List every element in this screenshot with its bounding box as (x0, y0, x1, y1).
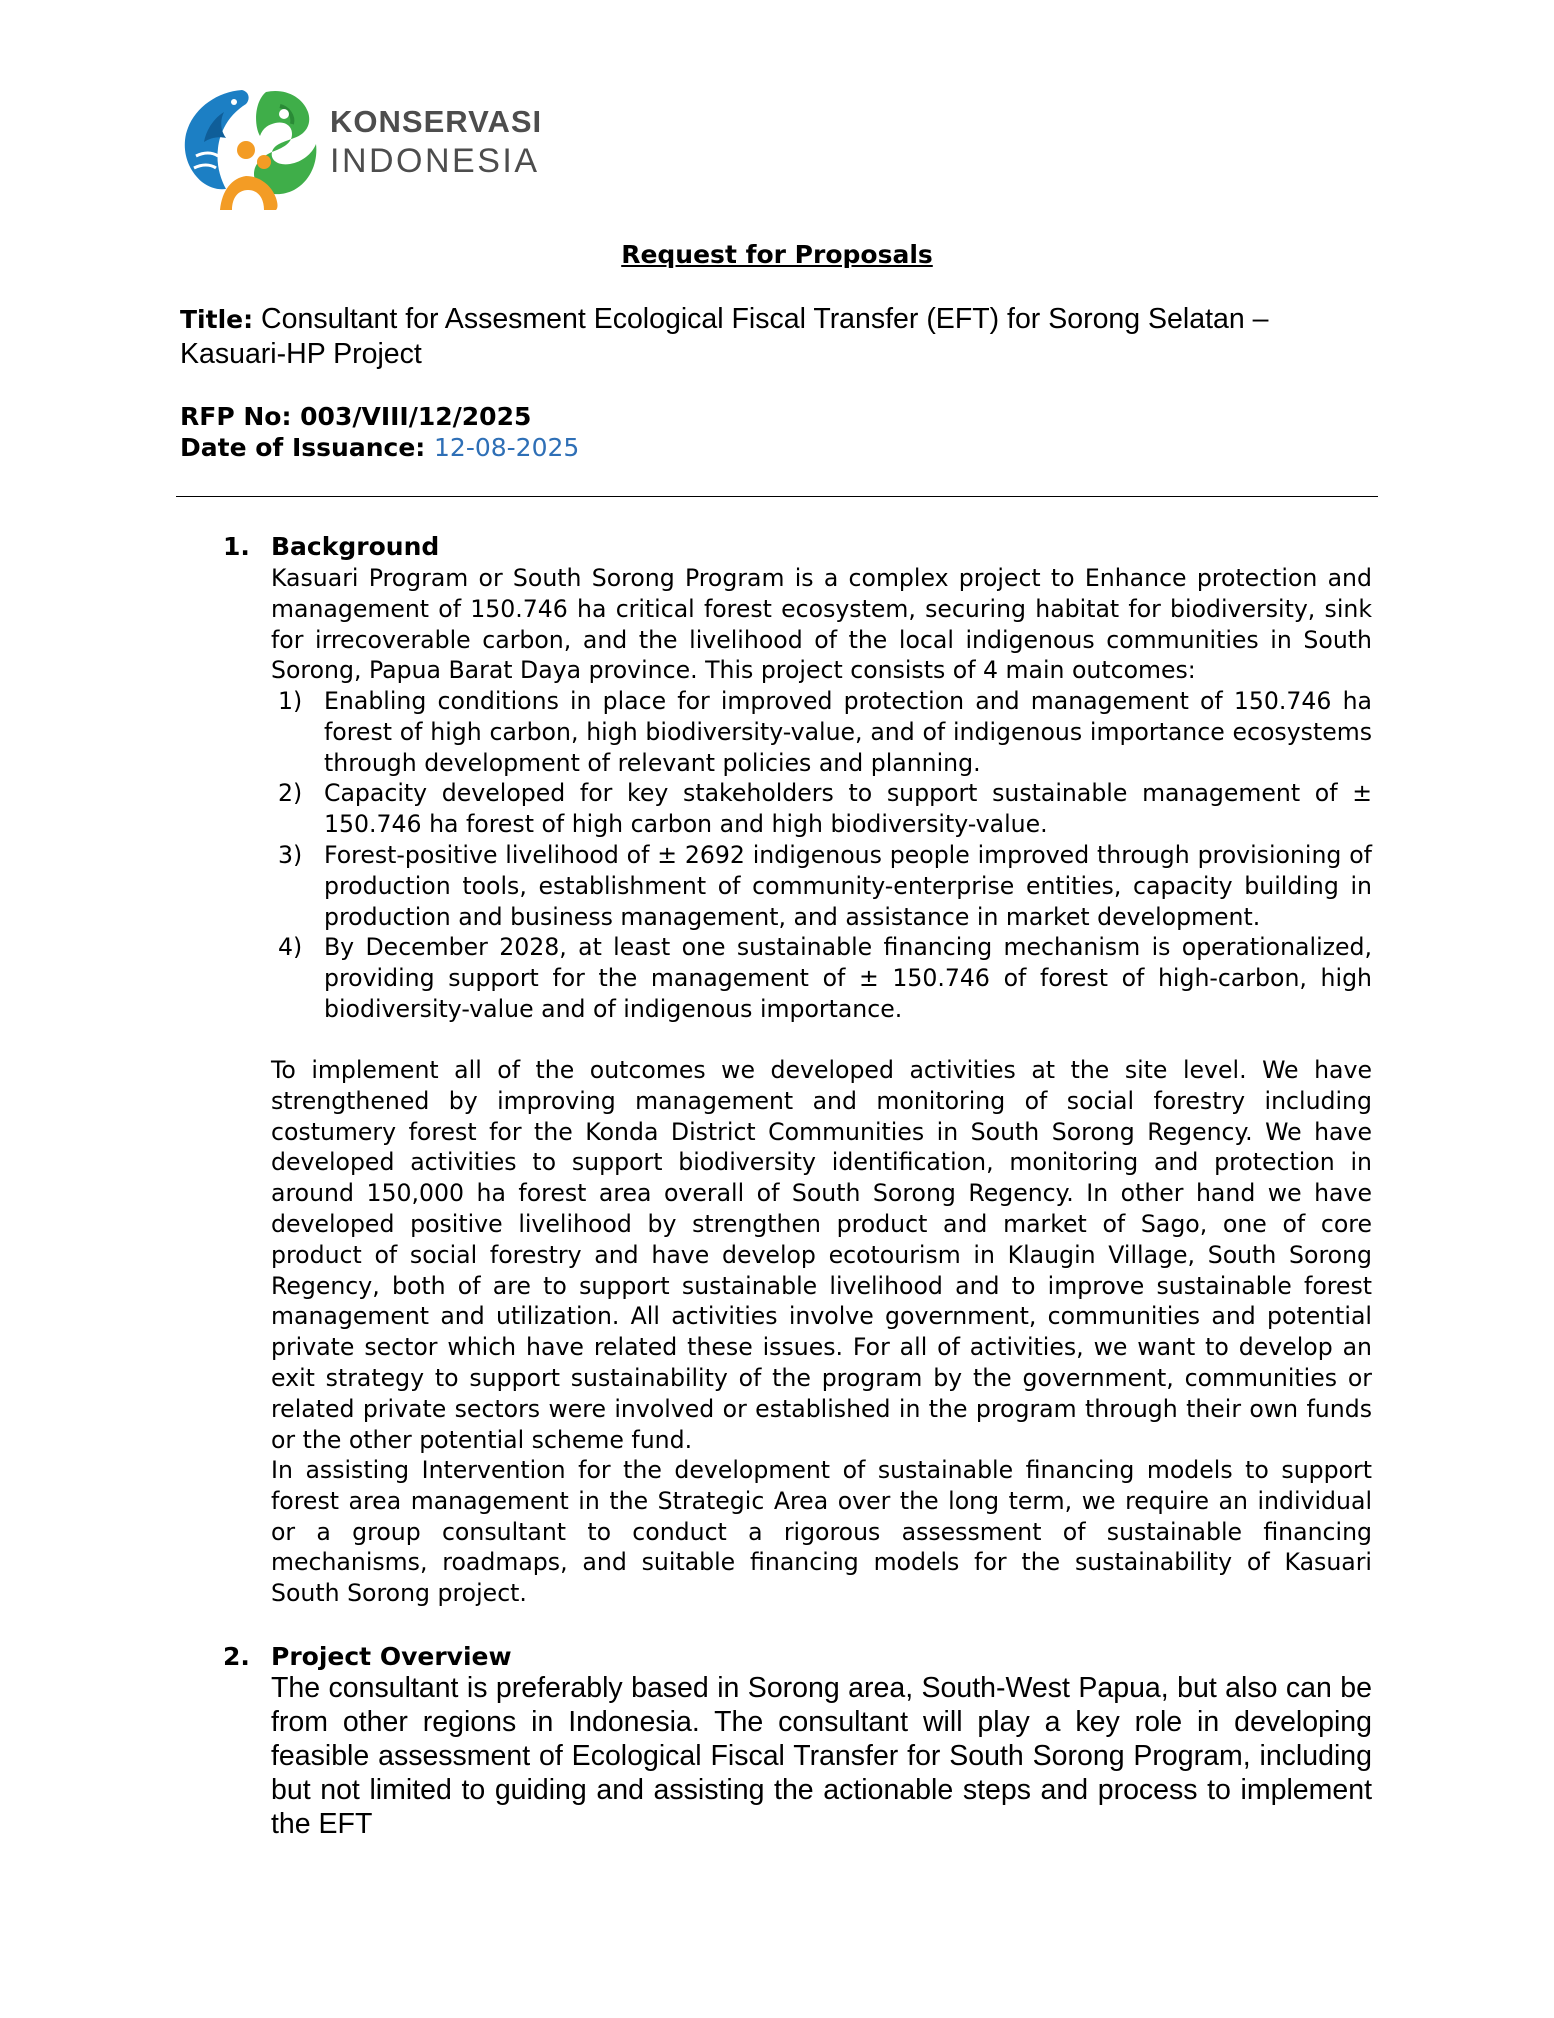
outcome-number: 2) (278, 779, 303, 807)
document-heading: Request for Proposals (621, 240, 933, 269)
issuance-date (180, 433, 579, 462)
outcome-item (271, 932, 1372, 1024)
section-2-title: Project Overview (271, 1642, 512, 1671)
section-1-number: 1. (223, 532, 250, 561)
title-block (180, 302, 1375, 371)
issuance-date-value: 12-08-2025 (434, 433, 580, 462)
section-2-number: 2. (223, 1642, 250, 1671)
logo-text-konservasi: KONSERVASI (330, 104, 543, 139)
section-1-title: Background (271, 532, 440, 561)
outcome-text: Forest-positive livelihood of ± 2692 indigenous people improved through provisioning of production tools, establishment of community-enterprise entities, capacity building in production and business management, and assistance in market development. (324, 841, 1372, 931)
outcome-item (271, 778, 1372, 840)
outcome-number: 1) (278, 687, 303, 715)
outcome-item (271, 686, 1372, 778)
logo-emblem-icon (180, 86, 320, 211)
konservasi-indonesia-logo (180, 86, 560, 211)
outcome-text: Capacity developed for key stakeholders to support sustainable management of ± 150.746 ha forest of high carbon and high biodiversity-value. (324, 779, 1372, 838)
title-label: Title: (180, 305, 254, 334)
section-1-paragraph-3: In assisting Intervention for the development of sustainable financing models to support forest area management in the Strategic Area over the long term, we require an individual or a group consultant to conduct a rigorous assessment of sustainable financing mechanisms, roadmaps, and suitable financing models for the sustainability of Kasuari South Sorong project. (271, 1456, 1372, 1608)
outcome-number: 4) (278, 933, 303, 961)
outcome-text: By December 2028, at least one sustainable financing mechanism is operationalized, providing support for the management of ± 150.746 of forest of high-carbon, high biodiversity-value and of indigenous importance. (324, 933, 1372, 1023)
section-1-intro: Kasuari Program or South Sorong Program is a complex project to Enhance protection and management of 150.746 ha critical forest ecosystem, securing habitat for biodiversity, sink for irrecoverable carbon, and the livelihood of the local indigenous communities in South Sorong, Papua Barat Daya province. This project consists of 4 main outcomes: (271, 564, 1372, 685)
title-text: Consultant for Assesment Ecological Fiscal Transfer (EFT) for Sorong Selatan – Kasuari-HP Project (180, 303, 1269, 370)
section-2-paragraph-1: The consultant is preferably based in Sorong area, South-West Papua, but also can be from other regions in Indonesia. The consultant will play a key role in developing feasible assessment of Ecological Fiscal Transfer for South Sorong Program, including but not limited to guiding and assisting the actionable steps and process to implement the EFT (271, 1672, 1372, 1840)
rfp-number: RFP No: 003/VIII/12/2025 (180, 402, 532, 431)
issuance-date-label: Date of Issuance: (180, 433, 426, 462)
logo-text-indonesia: INDONESIA (330, 142, 540, 180)
header-divider (176, 496, 1378, 497)
outcome-text: Enabling conditions in place for improved protection and management of 150.746 ha forest of high carbon, high biodiversity-value, and of indigenous importance ecosystems through development of relevant policies and planning. (324, 687, 1372, 777)
outcome-item (271, 840, 1372, 932)
section-1-paragraph-2: To implement all of the outcomes we developed activities at the site level. We have strengthened by improving management and monitoring of social forestry including costumery forest for the Konda District Communities in South Sorong Regency. We have developed activities to support biodiversity identification, monitoring and protection in around 150,000 ha forest area overall of South Sorong Regency. In other hand we have developed positive livelihood by strengthen product and market of Sago, one of core product of social forestry and have develop ecotourism in Klaugin Village, South Sorong Regency, both of are to support sustainable livelihood and to improve sustainable forest management and utilization. All activities involve government, communities and potential private sector which have related these issues. For all of activities, we want to develop an exit strategy to support sustainability of the program by the government, communities or related private sectors were involved or established in the program through their own funds or the other potential scheme fund. (271, 1056, 1372, 1454)
outcome-number: 3) (278, 841, 303, 869)
